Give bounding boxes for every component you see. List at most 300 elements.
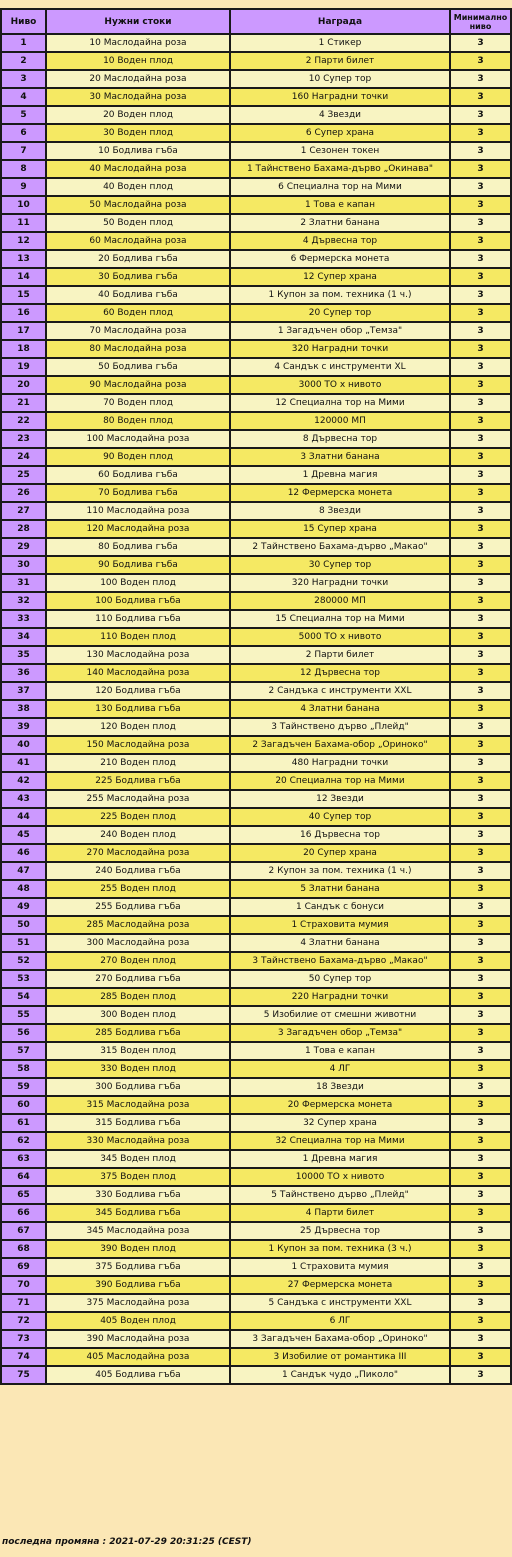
goods-cell: 285 Маслодайна роза — [46, 916, 230, 934]
reward-cell: 27 Фермерска монета — [230, 1276, 450, 1294]
table-row — [1, 376, 511, 394]
table-row — [1, 124, 511, 142]
min-level-cell: 3 — [450, 952, 511, 970]
min-level-cell: 3 — [450, 1312, 511, 1330]
reward-cell: 3 Тайнствено Бахама-дърво „Макао" — [230, 952, 450, 970]
level-cell: 40 — [1, 736, 46, 754]
min-level-cell: 3 — [450, 250, 511, 268]
goods-cell: 110 Воден плод — [46, 628, 230, 646]
goods-cell: 390 Воден плод — [46, 1240, 230, 1258]
min-level-cell: 3 — [450, 1330, 511, 1348]
table-row — [1, 934, 511, 952]
min-level-cell: 3 — [450, 700, 511, 718]
table-row — [1, 700, 511, 718]
level-cell: 26 — [1, 484, 46, 502]
level-cell: 22 — [1, 412, 46, 430]
reward-cell: 2 Загадъчен Бахама-обор „Ориноко" — [230, 736, 450, 754]
reward-cell: 20 Супер храна — [230, 844, 450, 862]
reward-cell: 12 Фермерска монета — [230, 484, 450, 502]
level-cell: 17 — [1, 322, 46, 340]
min-level-cell: 3 — [450, 1348, 511, 1366]
min-level-cell: 3 — [450, 1024, 511, 1042]
table-row — [1, 1186, 511, 1204]
min-level-cell: 3 — [450, 286, 511, 304]
table-row — [1, 556, 511, 574]
min-level-cell: 3 — [450, 1186, 511, 1204]
reward-cell: 2 Тайнствено Бахама-дърво „Макао" — [230, 538, 450, 556]
min-level-cell: 3 — [450, 124, 511, 142]
goods-cell: 40 Воден плод — [46, 178, 230, 196]
min-level-cell: 3 — [450, 1168, 511, 1186]
table-row — [1, 592, 511, 610]
min-level-cell: 3 — [450, 376, 511, 394]
reward-cell: 12 Супер храна — [230, 268, 450, 286]
level-cell: 41 — [1, 754, 46, 772]
reward-cell: 1 Купон за пом. техника (3 ч.) — [230, 1240, 450, 1258]
level-cell: 54 — [1, 988, 46, 1006]
level-cell: 50 — [1, 916, 46, 934]
level-cell: 67 — [1, 1222, 46, 1240]
table-row — [1, 880, 511, 898]
level-cell: 49 — [1, 898, 46, 916]
min-level-cell: 3 — [450, 1060, 511, 1078]
table-row — [1, 646, 511, 664]
table-row — [1, 214, 511, 232]
table-row — [1, 1366, 511, 1384]
level-cell: 1 — [1, 34, 46, 52]
min-level-cell: 3 — [450, 322, 511, 340]
goods-cell: 375 Воден плод — [46, 1168, 230, 1186]
reward-cell: 120000 МП — [230, 412, 450, 430]
table-row — [1, 448, 511, 466]
level-cell: 23 — [1, 430, 46, 448]
min-level-cell: 3 — [450, 628, 511, 646]
level-cell: 38 — [1, 700, 46, 718]
goods-cell: 40 Маслодайна роза — [46, 160, 230, 178]
goods-cell: 100 Воден плод — [46, 574, 230, 592]
level-cell: 65 — [1, 1186, 46, 1204]
min-level-cell: 3 — [450, 1294, 511, 1312]
goods-cell: 345 Маслодайна роза — [46, 1222, 230, 1240]
goods-cell: 10 Бодлива гъба — [46, 142, 230, 160]
table-row — [1, 232, 511, 250]
goods-cell: 50 Бодлива гъба — [46, 358, 230, 376]
last-modified-footer: последна промяна : 2021-07-29 20:31:25 (CEST) — [2, 1537, 252, 1547]
min-level-cell: 3 — [450, 844, 511, 862]
reward-cell: 6 ЛГ — [230, 1312, 450, 1330]
reward-cell: 5 Сандъка с инструменти XXL — [230, 1294, 450, 1312]
min-level-cell: 3 — [450, 484, 511, 502]
table-row — [1, 484, 511, 502]
level-cell: 36 — [1, 664, 46, 682]
header-min-level: Минимално ниво — [450, 9, 511, 34]
table-row — [1, 1330, 511, 1348]
table-row — [1, 286, 511, 304]
level-cell: 75 — [1, 1366, 46, 1384]
table-row — [1, 1276, 511, 1294]
min-level-cell: 3 — [450, 736, 511, 754]
min-level-cell: 3 — [450, 1042, 511, 1060]
reward-cell: 1 Сандък чудо „Пиколо" — [230, 1366, 450, 1384]
level-cell: 28 — [1, 520, 46, 538]
reward-cell: 1 Древна магия — [230, 466, 450, 484]
table-row — [1, 1006, 511, 1024]
reward-cell: 280000 МП — [230, 592, 450, 610]
table-row — [1, 34, 511, 52]
level-cell: 6 — [1, 124, 46, 142]
min-level-cell: 3 — [450, 1240, 511, 1258]
table-row — [1, 628, 511, 646]
reward-cell: 3 Златни банана — [230, 448, 450, 466]
table-row — [1, 502, 511, 520]
table-row — [1, 1096, 511, 1114]
level-cell: 34 — [1, 628, 46, 646]
goods-cell: 110 Бодлива гъба — [46, 610, 230, 628]
table-row — [1, 988, 511, 1006]
reward-cell: 1 Древна магия — [230, 1150, 450, 1168]
min-level-cell: 3 — [450, 754, 511, 772]
min-level-cell: 3 — [450, 160, 511, 178]
goods-cell: 285 Бодлива гъба — [46, 1024, 230, 1042]
reward-cell: 6 Фермерска монета — [230, 250, 450, 268]
table-row — [1, 358, 511, 376]
reward-cell: 3 Загадъчен Бахама-обор „Ориноко" — [230, 1330, 450, 1348]
min-level-cell: 3 — [450, 1258, 511, 1276]
reward-cell: 2 Купон за пом. техника (1 ч.) — [230, 862, 450, 880]
level-cell: 16 — [1, 304, 46, 322]
min-level-cell: 3 — [450, 106, 511, 124]
level-cell: 4 — [1, 88, 46, 106]
goods-cell: 70 Маслодайна роза — [46, 322, 230, 340]
goods-cell: 210 Воден плод — [46, 754, 230, 772]
goods-cell: 120 Маслодайна роза — [46, 520, 230, 538]
table-row — [1, 1240, 511, 1258]
goods-cell: 375 Маслодайна роза — [46, 1294, 230, 1312]
table-row — [1, 790, 511, 808]
min-level-cell: 3 — [450, 664, 511, 682]
min-level-cell: 3 — [450, 1096, 511, 1114]
reward-cell: 1 Страховита мумия — [230, 916, 450, 934]
level-cell: 60 — [1, 1096, 46, 1114]
reward-cell: 5 Златни банана — [230, 880, 450, 898]
reward-cell: 10000 ТО х нивото — [230, 1168, 450, 1186]
reward-cell: 1 Тайнствено Бахама-дърво „Окинава" — [230, 160, 450, 178]
reward-cell: 6 Специална тор на Мими — [230, 178, 450, 196]
reward-cell: 12 Звезди — [230, 790, 450, 808]
goods-cell: 390 Бодлива гъба — [46, 1276, 230, 1294]
level-cell: 52 — [1, 952, 46, 970]
table-row — [1, 1168, 511, 1186]
reward-cell: 5 Тайнствено дърво „Плейд" — [230, 1186, 450, 1204]
level-cell: 74 — [1, 1348, 46, 1366]
goods-cell: 70 Воден плод — [46, 394, 230, 412]
table-row — [1, 520, 511, 538]
goods-cell: 405 Маслодайна роза — [46, 1348, 230, 1366]
level-cell: 57 — [1, 1042, 46, 1060]
min-level-cell: 3 — [450, 898, 511, 916]
min-level-cell: 3 — [450, 916, 511, 934]
level-cell: 15 — [1, 286, 46, 304]
goods-cell: 405 Бодлива гъба — [46, 1366, 230, 1384]
min-level-cell: 3 — [450, 358, 511, 376]
min-level-cell: 3 — [450, 934, 511, 952]
level-cell: 35 — [1, 646, 46, 664]
table-row — [1, 610, 511, 628]
table-row — [1, 196, 511, 214]
table-row — [1, 1078, 511, 1096]
goods-cell: 255 Бодлива гъба — [46, 898, 230, 916]
level-cell: 29 — [1, 538, 46, 556]
min-level-cell: 3 — [450, 178, 511, 196]
header-level: Ниво — [1, 9, 46, 34]
level-cell: 51 — [1, 934, 46, 952]
goods-cell: 80 Бодлива гъба — [46, 538, 230, 556]
table-row — [1, 718, 511, 736]
goods-cell: 20 Бодлива гъба — [46, 250, 230, 268]
table-row — [1, 1312, 511, 1330]
min-level-cell: 3 — [450, 862, 511, 880]
goods-cell: 80 Воден плод — [46, 412, 230, 430]
goods-cell: 240 Бодлива гъба — [46, 862, 230, 880]
table-row — [1, 970, 511, 988]
table-row — [1, 808, 511, 826]
table-row — [1, 430, 511, 448]
table-row — [1, 1294, 511, 1312]
level-cell: 61 — [1, 1114, 46, 1132]
level-cell: 3 — [1, 70, 46, 88]
min-level-cell: 3 — [450, 1276, 511, 1294]
table-row — [1, 772, 511, 790]
goods-cell: 255 Воден плод — [46, 880, 230, 898]
level-cell: 63 — [1, 1150, 46, 1168]
goods-cell: 80 Маслодайна роза — [46, 340, 230, 358]
min-level-cell: 3 — [450, 988, 511, 1006]
goods-cell: 130 Маслодайна роза — [46, 646, 230, 664]
reward-cell: 1 Това е капан — [230, 196, 450, 214]
min-level-cell: 3 — [450, 214, 511, 232]
table-row — [1, 574, 511, 592]
table-row — [1, 304, 511, 322]
level-cell: 7 — [1, 142, 46, 160]
reward-cell: 5 Изобилие от смешни животни — [230, 1006, 450, 1024]
level-cell: 10 — [1, 196, 46, 214]
level-cell: 68 — [1, 1240, 46, 1258]
reward-cell: 15 Специална тор на Мими — [230, 610, 450, 628]
table-row — [1, 1258, 511, 1276]
min-level-cell: 3 — [450, 574, 511, 592]
reward-cell: 32 Супер храна — [230, 1114, 450, 1132]
level-cell: 11 — [1, 214, 46, 232]
reward-cell: 12 Специална тор на Мими — [230, 394, 450, 412]
min-level-cell: 3 — [450, 610, 511, 628]
table-row — [1, 664, 511, 682]
min-level-cell: 3 — [450, 88, 511, 106]
table-row — [1, 754, 511, 772]
level-cell: 13 — [1, 250, 46, 268]
table-row — [1, 952, 511, 970]
goods-cell: 300 Воден плод — [46, 1006, 230, 1024]
level-cell: 45 — [1, 826, 46, 844]
reward-cell: 3 Загадъчен обор „Темза" — [230, 1024, 450, 1042]
level-cell: 70 — [1, 1276, 46, 1294]
goods-cell: 300 Маслодайна роза — [46, 934, 230, 952]
goods-cell: 300 Бодлива гъба — [46, 1078, 230, 1096]
goods-cell: 225 Бодлива гъба — [46, 772, 230, 790]
min-level-cell: 3 — [450, 772, 511, 790]
level-cell: 24 — [1, 448, 46, 466]
reward-cell: 1 Загадъчен обор „Темза" — [230, 322, 450, 340]
table-row — [1, 1150, 511, 1168]
level-cell: 9 — [1, 178, 46, 196]
goods-cell: 100 Бодлива гъба — [46, 592, 230, 610]
table-row — [1, 70, 511, 88]
goods-cell: 20 Воден плод — [46, 106, 230, 124]
table-row — [1, 826, 511, 844]
goods-cell: 270 Маслодайна роза — [46, 844, 230, 862]
goods-cell: 20 Маслодайна роза — [46, 70, 230, 88]
header-goods: Нужни стоки — [46, 9, 230, 34]
goods-cell: 140 Маслодайна роза — [46, 664, 230, 682]
table-row — [1, 88, 511, 106]
table-row — [1, 1204, 511, 1222]
reward-cell: 6 Супер храна — [230, 124, 450, 142]
level-cell: 55 — [1, 1006, 46, 1024]
goods-cell: 405 Воден плод — [46, 1312, 230, 1330]
level-cell: 58 — [1, 1060, 46, 1078]
table-body — [1, 34, 511, 1384]
reward-cell: 4 Златни банана — [230, 934, 450, 952]
reward-cell: 1 Страховита мумия — [230, 1258, 450, 1276]
header-reward: Награда — [230, 9, 450, 34]
reward-cell: 3 Тайнствено дърво „Плейд" — [230, 718, 450, 736]
min-level-cell: 3 — [450, 196, 511, 214]
reward-cell: 32 Специална тор на Мими — [230, 1132, 450, 1150]
level-cell: 46 — [1, 844, 46, 862]
level-cell: 33 — [1, 610, 46, 628]
min-level-cell: 3 — [450, 1132, 511, 1150]
reward-cell: 4 Парти билет — [230, 1204, 450, 1222]
table-row — [1, 1024, 511, 1042]
table-row — [1, 1114, 511, 1132]
goods-cell: 120 Воден плод — [46, 718, 230, 736]
min-level-cell: 3 — [450, 142, 511, 160]
goods-cell: 60 Воден плод — [46, 304, 230, 322]
level-cell: 25 — [1, 466, 46, 484]
reward-cell: 1 Купон за пом. техника (1 ч.) — [230, 286, 450, 304]
goods-cell: 10 Воден плод — [46, 52, 230, 70]
min-level-cell: 3 — [450, 646, 511, 664]
goods-cell: 10 Маслодайна роза — [46, 34, 230, 52]
table-row — [1, 466, 511, 484]
goods-cell: 390 Маслодайна роза — [46, 1330, 230, 1348]
goods-cell: 110 Маслодайна роза — [46, 502, 230, 520]
level-cell: 66 — [1, 1204, 46, 1222]
min-level-cell: 3 — [450, 394, 511, 412]
goods-cell: 90 Маслодайна роза — [46, 376, 230, 394]
table-row — [1, 340, 511, 358]
reward-cell: 4 Златни банана — [230, 700, 450, 718]
reward-cell: 20 Специална тор на Мими — [230, 772, 450, 790]
level-cell: 30 — [1, 556, 46, 574]
min-level-cell: 3 — [450, 340, 511, 358]
min-level-cell: 3 — [450, 1078, 511, 1096]
goods-cell: 375 Бодлива гъба — [46, 1258, 230, 1276]
reward-cell: 2 Златни банана — [230, 214, 450, 232]
reward-cell: 18 Звезди — [230, 1078, 450, 1096]
reward-cell: 4 Дървесна тор — [230, 232, 450, 250]
goods-cell: 255 Маслодайна роза — [46, 790, 230, 808]
level-cell: 42 — [1, 772, 46, 790]
goods-cell: 345 Воден плод — [46, 1150, 230, 1168]
reward-cell: 10 Супер тор — [230, 70, 450, 88]
reward-cell: 4 Звезди — [230, 106, 450, 124]
level-cell: 47 — [1, 862, 46, 880]
min-level-cell: 3 — [450, 682, 511, 700]
reward-cell: 5000 ТО х нивото — [230, 628, 450, 646]
reward-cell: 160 Наградни точки — [230, 88, 450, 106]
goods-cell: 120 Бодлива гъба — [46, 682, 230, 700]
goods-cell: 50 Воден плод — [46, 214, 230, 232]
reward-cell: 2 Парти билет — [230, 52, 450, 70]
goods-cell: 315 Бодлива гъба — [46, 1114, 230, 1132]
min-level-cell: 3 — [450, 520, 511, 538]
level-cell: 56 — [1, 1024, 46, 1042]
level-cell: 71 — [1, 1294, 46, 1312]
min-level-cell: 3 — [450, 304, 511, 322]
min-level-cell: 3 — [450, 970, 511, 988]
level-cell: 73 — [1, 1330, 46, 1348]
level-cell: 69 — [1, 1258, 46, 1276]
reward-cell: 1 Стикер — [230, 34, 450, 52]
table-row — [1, 844, 511, 862]
goods-cell: 240 Воден плод — [46, 826, 230, 844]
min-level-cell: 3 — [450, 502, 511, 520]
levels-table — [0, 8, 512, 1385]
reward-cell: 1 Сезонен токен — [230, 142, 450, 160]
reward-cell: 12 Дървесна тор — [230, 664, 450, 682]
reward-cell: 320 Наградни точки — [230, 340, 450, 358]
goods-cell: 315 Маслодайна роза — [46, 1096, 230, 1114]
min-level-cell: 3 — [450, 1114, 511, 1132]
table-header-row — [1, 9, 511, 34]
min-level-cell: 3 — [450, 430, 511, 448]
min-level-cell: 3 — [450, 412, 511, 430]
level-cell: 8 — [1, 160, 46, 178]
level-cell: 37 — [1, 682, 46, 700]
goods-cell: 50 Маслодайна роза — [46, 196, 230, 214]
min-level-cell: 3 — [450, 52, 511, 70]
reward-cell: 40 Супер тор — [230, 808, 450, 826]
goods-cell: 60 Бодлива гъба — [46, 466, 230, 484]
goods-cell: 270 Воден плод — [46, 952, 230, 970]
min-level-cell: 3 — [450, 466, 511, 484]
table-row — [1, 1348, 511, 1366]
min-level-cell: 3 — [450, 808, 511, 826]
goods-cell: 285 Воден плод — [46, 988, 230, 1006]
reward-cell: 20 Супер тор — [230, 304, 450, 322]
min-level-cell: 3 — [450, 592, 511, 610]
reward-cell: 1 Сандък с бонуси — [230, 898, 450, 916]
table-row — [1, 682, 511, 700]
min-level-cell: 3 — [450, 538, 511, 556]
table-row — [1, 178, 511, 196]
reward-cell: 8 Звезди — [230, 502, 450, 520]
table-row — [1, 322, 511, 340]
min-level-cell: 3 — [450, 1204, 511, 1222]
min-level-cell: 3 — [450, 232, 511, 250]
goods-cell: 70 Бодлива гъба — [46, 484, 230, 502]
reward-cell: 4 Сандък с инструменти XL — [230, 358, 450, 376]
